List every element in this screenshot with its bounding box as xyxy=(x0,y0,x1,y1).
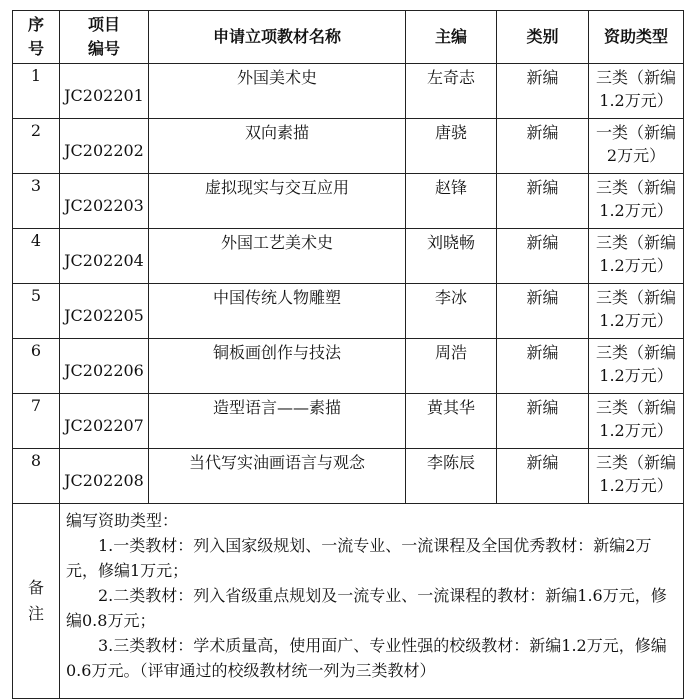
header-idx-line2: 号 xyxy=(27,39,44,58)
remarks-label-line2: 注 xyxy=(27,604,44,623)
remarks-item-3: 3.三类教材：学术质量高，使用面广、专业性强的校级教材：新编1.2万元，修编0.6万元。（评审通过的校级教材统一列为三类教材） xyxy=(66,636,667,680)
row-funding-line: 1.2万元） xyxy=(599,201,673,220)
table-row xyxy=(13,284,684,339)
row-editor: 黄其华 xyxy=(406,394,497,449)
row-funding-line: 三类（新编 xyxy=(595,178,676,197)
row-funding xyxy=(589,119,684,174)
row-funding-line: 1.2万元） xyxy=(599,311,673,330)
row-funding-line: 三类（新编 xyxy=(595,398,676,417)
row-funding-line: 1.2万元） xyxy=(599,91,673,110)
header-code-line1: 项目 xyxy=(87,15,120,34)
row-code: JC202201 xyxy=(60,64,149,119)
row-funding xyxy=(589,64,684,119)
row-index: 8 xyxy=(13,449,60,504)
row-funding xyxy=(589,394,684,449)
remarks-title: 编写资助类型： xyxy=(66,511,179,530)
remarks-label xyxy=(13,504,60,699)
row-name: 铜板画创作与技法 xyxy=(149,339,406,394)
textbook-table xyxy=(12,10,684,699)
header-code-line2: 编号 xyxy=(87,39,120,58)
row-category: 新编 xyxy=(497,229,589,284)
header-code xyxy=(60,11,149,64)
row-code: JC202206 xyxy=(60,339,149,394)
row-name: 中国传统人物雕塑 xyxy=(149,284,406,339)
row-funding-line: 三类（新编 xyxy=(595,233,676,252)
row-funding xyxy=(589,174,684,229)
table-row xyxy=(13,174,684,229)
row-index: 3 xyxy=(13,174,60,229)
row-code: JC202208 xyxy=(60,449,149,504)
table-row xyxy=(13,64,684,119)
remarks-label-line1: 备 xyxy=(27,578,44,597)
row-category: 新编 xyxy=(497,119,589,174)
row-funding-line: 1.2万元） xyxy=(599,476,673,495)
row-name: 外国美术史 xyxy=(149,64,406,119)
row-editor: 李陈辰 xyxy=(406,449,497,504)
table-row xyxy=(13,449,684,504)
row-funding xyxy=(589,449,684,504)
row-index: 6 xyxy=(13,339,60,394)
header-funding: 资助类型 xyxy=(589,11,684,64)
row-funding-line: 三类（新编 xyxy=(595,288,676,307)
row-funding-line: 三类（新编 xyxy=(595,343,676,362)
row-name: 虚拟现实与交互应用 xyxy=(149,174,406,229)
row-code: JC202205 xyxy=(60,284,149,339)
row-funding xyxy=(589,339,684,394)
row-name: 双向素描 xyxy=(149,119,406,174)
header-idx-line1: 序 xyxy=(27,15,44,34)
row-name: 外国工艺美术史 xyxy=(149,229,406,284)
row-code: JC202204 xyxy=(60,229,149,284)
row-index: 1 xyxy=(13,64,60,119)
header-name: 申请立项教材名称 xyxy=(149,11,406,64)
table-row xyxy=(13,339,684,394)
row-code: JC202207 xyxy=(60,394,149,449)
row-category: 新编 xyxy=(497,449,589,504)
header-category: 类别 xyxy=(497,11,589,64)
row-name: 造型语言——素描 xyxy=(149,394,406,449)
row-code: JC202203 xyxy=(60,174,149,229)
row-funding-line: 三类（新编 xyxy=(595,68,676,87)
row-index: 4 xyxy=(13,229,60,284)
row-funding-line: 2万元） xyxy=(606,146,666,165)
remarks-row xyxy=(13,504,684,699)
row-funding-line: 1.2万元） xyxy=(599,256,673,275)
row-editor: 唐骁 xyxy=(406,119,497,174)
row-index: 2 xyxy=(13,119,60,174)
row-editor: 左奇志 xyxy=(406,64,497,119)
row-funding-line: 一类（新编 xyxy=(595,123,676,142)
row-index: 7 xyxy=(13,394,60,449)
row-code: JC202202 xyxy=(60,119,149,174)
row-category: 新编 xyxy=(497,64,589,119)
row-editor: 李冰 xyxy=(406,284,497,339)
row-funding-line: 三类（新编 xyxy=(595,453,676,472)
row-editor: 周浩 xyxy=(406,339,497,394)
table-row xyxy=(13,119,684,174)
row-index: 5 xyxy=(13,284,60,339)
header-row xyxy=(13,11,684,64)
row-editor: 赵锋 xyxy=(406,174,497,229)
row-funding-line: 1.2万元） xyxy=(599,421,673,440)
row-name: 当代写实油画语言与观念 xyxy=(149,449,406,504)
table-row xyxy=(13,394,684,449)
row-funding xyxy=(589,229,684,284)
row-category: 新编 xyxy=(497,284,589,339)
row-funding-line: 1.2万元） xyxy=(599,366,673,385)
row-category: 新编 xyxy=(497,174,589,229)
row-editor: 刘晓畅 xyxy=(406,229,497,284)
row-funding xyxy=(589,284,684,339)
remarks-item-2: 2.二类教材：列入省级重点规划及一流专业、一流课程的教材：新编1.6万元，修编0.8万元； xyxy=(66,586,667,630)
row-category: 新编 xyxy=(497,339,589,394)
row-category: 新编 xyxy=(497,394,589,449)
remarks-item-1: 1.一类教材：列入国家级规划、一流专业、一流课程及全国优秀教材：新编2万元，修编1万元； xyxy=(66,536,652,580)
header-editor: 主编 xyxy=(406,11,497,64)
table-row xyxy=(13,229,684,284)
header-idx xyxy=(13,11,60,64)
remarks-body xyxy=(60,504,684,699)
